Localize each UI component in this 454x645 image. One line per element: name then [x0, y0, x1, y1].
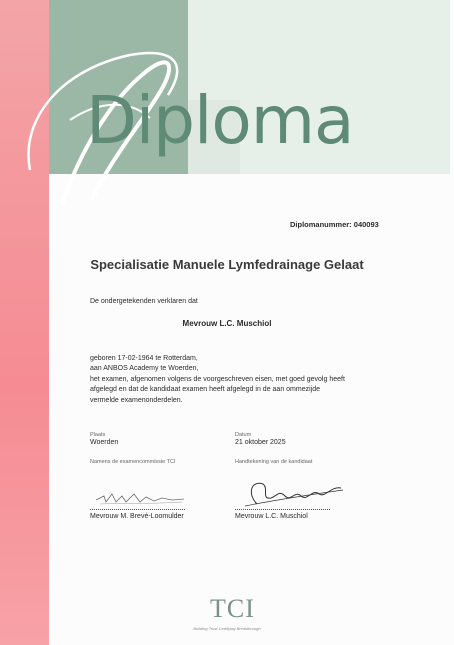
candidate-signature-label: Handtekening van de kandidaat — [235, 459, 313, 465]
course-title: Specialisatie Manuele Lymfedrainage Gelaat — [90, 257, 364, 272]
candidate-signature-name: Mevrouw L.C. Muschiol — [235, 513, 308, 520]
body-line: het examen, afgenomen volgens de voorgeschreven eisen, met goed gevolg heeft — [90, 375, 345, 383]
body-text — [90, 354, 345, 406]
commission-name: Mevrouw M. Brevé-Loomulder — [90, 513, 184, 520]
commission-signature — [92, 488, 187, 510]
tci-tagline: Building Trust Certifying Breakthrough — [193, 626, 261, 631]
date-label: Datum — [235, 432, 252, 438]
diploma-number-value: 040093 — [353, 220, 379, 229]
diploma-title: Diploma — [86, 82, 354, 159]
body-line: aan ANBOS Academy te Woerden, — [90, 365, 199, 373]
place-value: Woerden — [90, 439, 119, 446]
intro-text: De ondergetekenden verklaren dat — [90, 298, 198, 305]
diploma-number — [290, 220, 379, 229]
date-value: 21 oktober 2025 — [235, 439, 286, 446]
place-label: Plaats — [90, 432, 106, 438]
candidate-signature-line — [235, 509, 330, 510]
body-line: geboren 17-02-1964 te Rotterdam, — [90, 355, 198, 362]
body-line: vermelde examenonderdelen. — [90, 396, 183, 404]
body-line: afgelegd en dat de kandidaat examen heeft afgelegd in de aan ommezijde — [90, 386, 321, 394]
commission-signature-line — [90, 509, 185, 510]
candidate-name: Mevrouw L.C. Muschiol — [182, 319, 272, 328]
diploma-number-label: Diplomanummer: — [290, 220, 352, 229]
candidate-signature — [235, 474, 345, 512]
tci-logo: TCI — [210, 594, 255, 623]
commission-label: Namens de examencommissie TCI — [90, 459, 176, 465]
